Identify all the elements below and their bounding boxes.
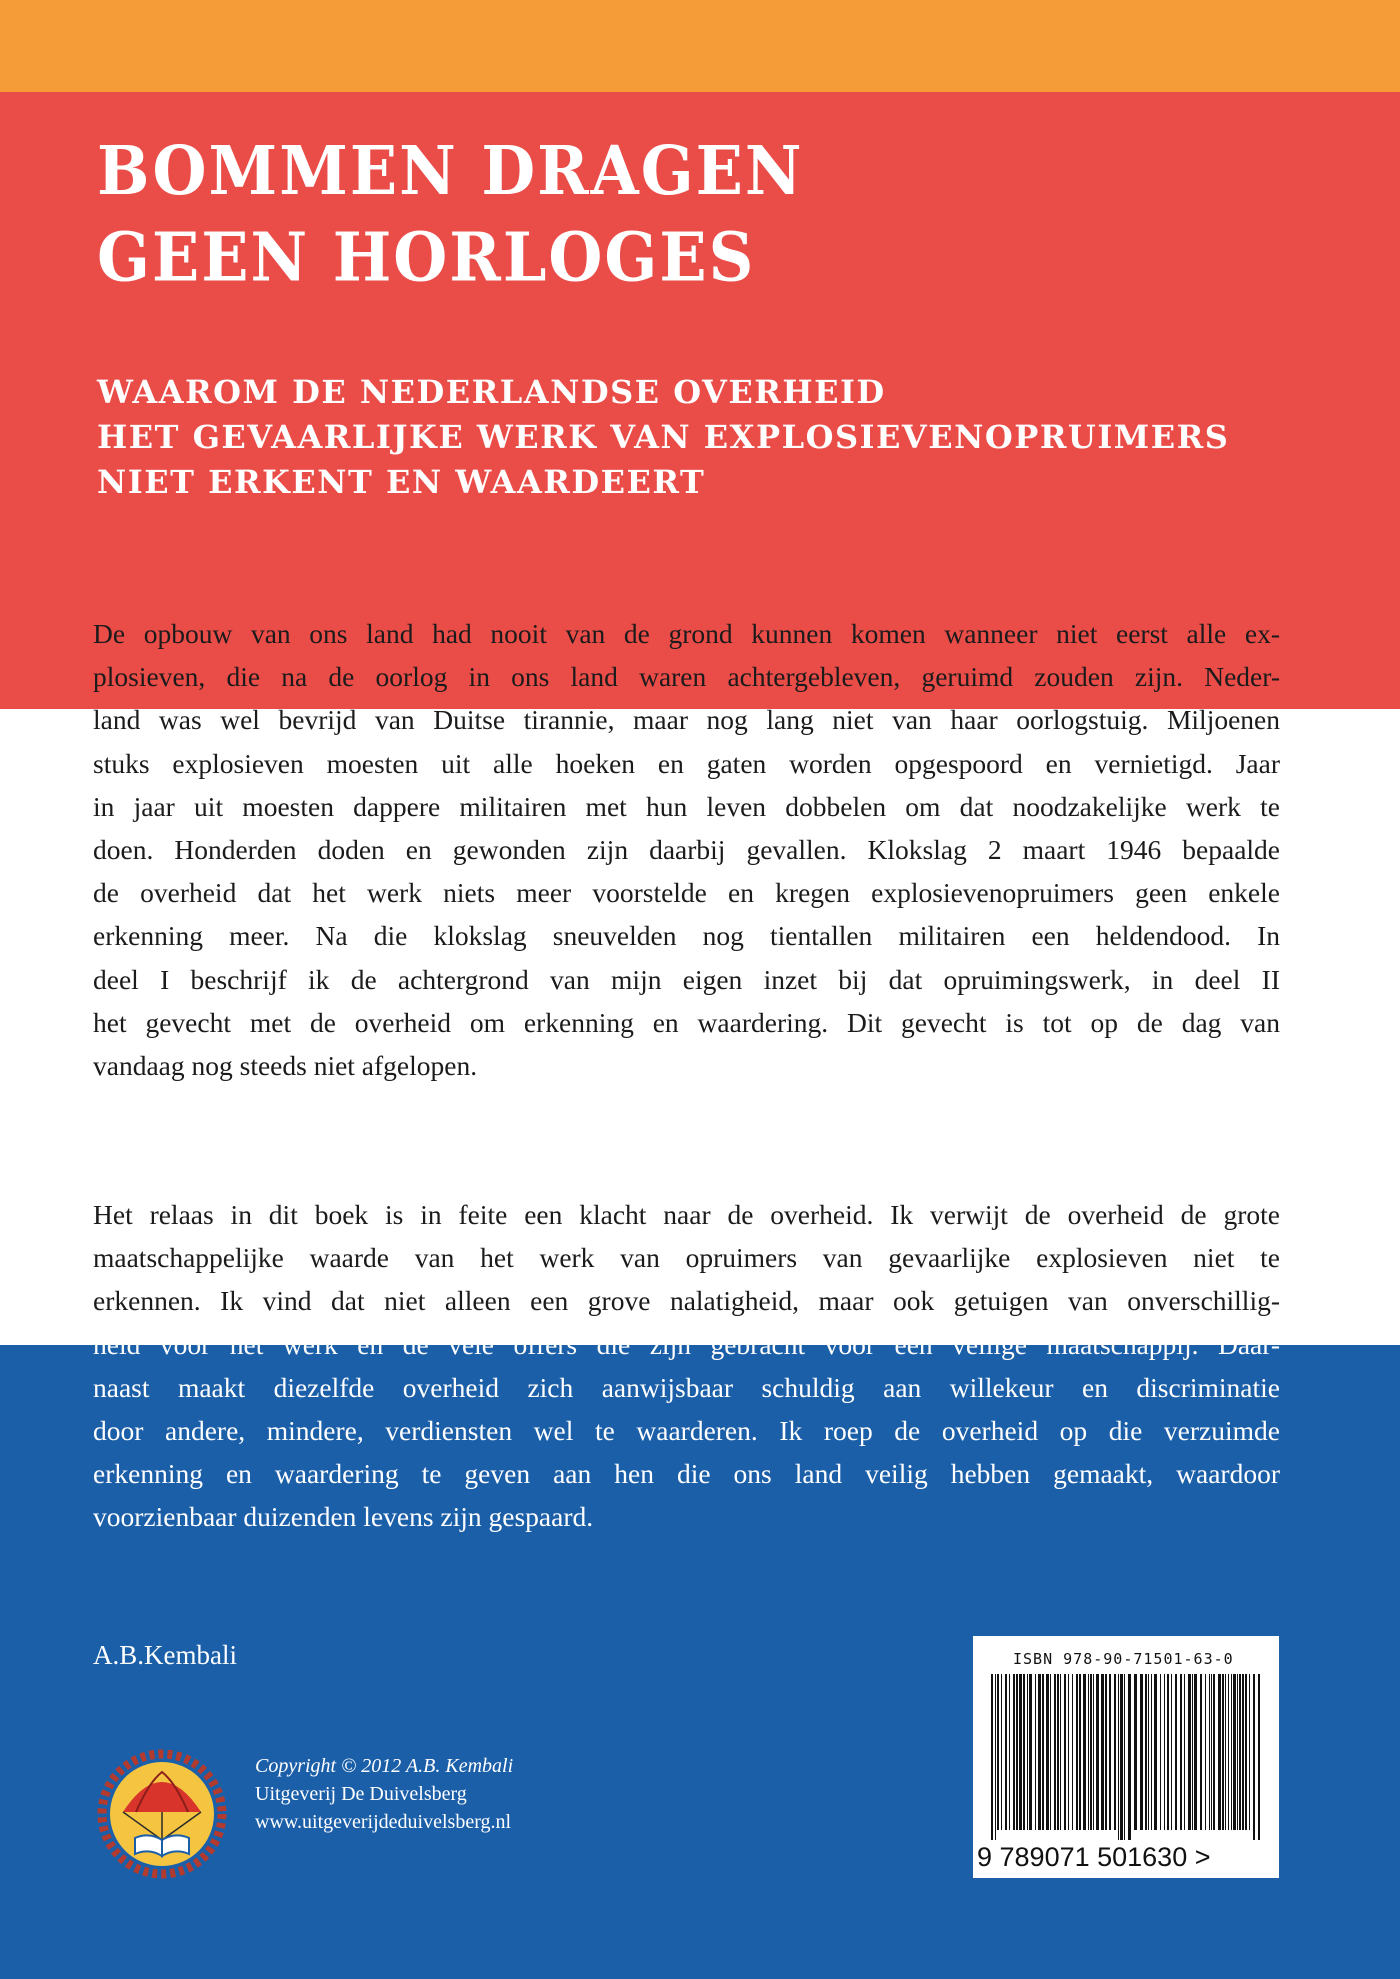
barcode-bar <box>1249 1674 1250 1830</box>
barcode-bar <box>1200 1674 1202 1830</box>
barcode-bar <box>1038 1674 1041 1830</box>
subtitle-line: WAAROM DE NEDERLANDSE OVERHEID <box>97 373 886 411</box>
barcode-bar <box>1211 1674 1212 1830</box>
barcode-bar <box>991 1674 993 1840</box>
blurb-line: erkennen. Ik vind dat niet alleen een grove nalatigheid, maar ook getuigen van onverschillig- <box>93 1285 1280 1317</box>
barcode-bar <box>1016 1674 1018 1830</box>
barcode-bar <box>1005 1674 1007 1830</box>
barcode-bar <box>1209 1674 1210 1830</box>
blurb-line: deel I beschrijf ik de achtergrond van mijn eigen inzet bij dat opruimingswerk, in deel II <box>93 963 1280 995</box>
barcode-bar <box>1079 1674 1081 1830</box>
publisher-name: Uitgeverij De Duivelsberg <box>255 1783 467 1805</box>
blurb-line: stuks explosieven moesten uit alle hoeken en gaten worden opgespoord en vernietigd. Jaar <box>93 747 1280 779</box>
barcode-bar <box>1194 1674 1197 1830</box>
publisher-logo <box>93 1742 231 1880</box>
blurb-line: voorzienbaar duizenden levens zijn gespaard. <box>93 1501 594 1533</box>
barcode-bar <box>1171 1674 1172 1830</box>
blurb-paragraph-2 <box>93 1193 1280 1539</box>
blurb-line: naast maakt diezelfde overheid zich aanwijsbaar schuldig aan willekeur en discriminatie <box>93 1371 1280 1403</box>
barcode-bar <box>1019 1674 1022 1830</box>
barcode-bar <box>1140 1674 1143 1830</box>
barcode-bar <box>1118 1674 1119 1840</box>
barcode-bars <box>987 1674 1265 1840</box>
blurb-line: erkenning meer. Na die klokslag sneuvelden nog tientallen militairen een heldendood. In <box>93 920 1280 952</box>
isbn-barcode <box>973 1636 1279 1878</box>
barcode-bar <box>1160 1674 1161 1830</box>
barcode-bar <box>1064 1674 1066 1830</box>
barcode-bar <box>1222 1674 1224 1830</box>
barcode-bar <box>1096 1674 1099 1830</box>
book-title <box>97 128 804 301</box>
barcode-bar <box>1184 1674 1185 1830</box>
barcode-bar <box>1192 1674 1193 1830</box>
barcode-bar <box>1175 1674 1177 1830</box>
barcode-bar <box>1090 1674 1092 1830</box>
barcode-bar <box>1188 1674 1191 1830</box>
barcode-bar <box>1151 1674 1152 1830</box>
barcode-bar <box>1009 1674 1010 1830</box>
barcode-bar <box>1228 1674 1229 1830</box>
isbn-label: ISBN 978-90-71501-63-0 <box>1013 1650 1234 1668</box>
barcode-bar <box>1072 1674 1073 1830</box>
barcode-bar <box>1239 1674 1241 1830</box>
barcode-bar <box>1060 1674 1061 1830</box>
blurb-line: het gevecht met de overheid om erkenning en waardering. Dit gevecht is tot op de dag van <box>93 1006 1280 1038</box>
blurb-line: Het relaas in dit boek is in feite een klacht naar de overheid. Ik verwijt de overheid de grote <box>93 1199 1280 1230</box>
barcode-bar <box>995 1674 996 1840</box>
barcode-bar <box>1054 1674 1056 1830</box>
blurb-line: in jaar uit moesten dappere militairen met hun leven dobbelen om dat noodzakelijke werk te <box>93 790 1280 822</box>
barcode-bar <box>997 1674 999 1830</box>
barcode-bar <box>1029 1674 1032 1830</box>
barcode-bar <box>1167 1674 1169 1830</box>
barcode-bar <box>1128 1674 1131 1840</box>
barcode-bar <box>1258 1674 1260 1840</box>
barcode-bar <box>1237 1674 1238 1830</box>
barcode-bar <box>1253 1674 1255 1840</box>
barcode-bar <box>1213 1674 1215 1830</box>
ean-digits: 9 789071 501630 > <box>977 1842 1211 1872</box>
barcode-bar <box>1242 1674 1244 1830</box>
barcode-bar <box>1245 1674 1247 1830</box>
barcode-bar <box>1068 1674 1069 1830</box>
barcode-bar <box>1050 1674 1051 1830</box>
blurb-line: door andere, mindere, verdiensten wel te waarderen. Ik roep de overheid op die verzuimde <box>93 1415 1280 1447</box>
barcode-bar <box>1164 1674 1165 1830</box>
blurb-line: de overheid dat het werk niets meer voorstelde en kregen explosievenopruimers geen enkele <box>93 877 1280 909</box>
barcode-bar <box>1105 1674 1107 1830</box>
barcode-bar <box>1035 1674 1036 1830</box>
barcode-bar <box>1114 1674 1116 1830</box>
barcode-bar <box>1134 1674 1137 1830</box>
title-line: GEEN HORLOGES <box>97 217 756 297</box>
barcode-bar <box>1088 1674 1089 1830</box>
blurb-line: maatschappelijke waarde van het werk van opruimers van gevaarlijke explosieven niet te <box>93 1242 1280 1274</box>
orange-band <box>0 0 1400 92</box>
publisher-website: www.uitgeverijdeduivelsberg.nl <box>255 1811 512 1833</box>
barcode-bar <box>1205 1674 1206 1830</box>
barcode-bar <box>1180 1674 1182 1830</box>
barcode-bar <box>1218 1674 1221 1830</box>
barcode-bar <box>1057 1674 1059 1830</box>
book-subtitle <box>97 370 1229 505</box>
barcode-bar <box>1083 1674 1086 1830</box>
barcode-bar <box>1013 1674 1015 1830</box>
barcode-bar <box>1120 1674 1123 1840</box>
barcode-bar <box>1225 1674 1226 1830</box>
copyright-notice: Copyright © 2012 A.B. Kembali <box>255 1755 514 1777</box>
barcode-bar <box>1124 1674 1125 1840</box>
barcode-bar <box>1027 1674 1028 1830</box>
publisher-info <box>255 1752 513 1836</box>
subtitle-line: HET GEVAARLIJKE WERK VAN EXPLOSIEVENOPRUIMERS <box>97 418 1230 456</box>
barcode-bar <box>1001 1674 1002 1830</box>
blurb-line: land was wel bevrijd van Duitse tirannie, maar nog lang niet van haar oorlogstuig. Miljoenen <box>93 704 1280 736</box>
barcode-bar <box>1148 1674 1149 1830</box>
barcode-bar <box>1042 1674 1044 1830</box>
blurb-line: doen. Honderden doden en gewonden zijn daarbij gevallen. Klokslag 2 maart 1946 bepaalde <box>93 834 1280 866</box>
barcode-bar <box>1145 1674 1147 1830</box>
barcode-bar <box>1046 1674 1049 1830</box>
barcode-bar <box>1093 1674 1094 1830</box>
author-name: A.B.Kembali <box>93 1640 237 1670</box>
barcode-bar <box>1101 1674 1104 1830</box>
blurb-line: vandaag nog steeds niet afgelopen. <box>93 1050 478 1082</box>
barcode-bar <box>1076 1674 1078 1830</box>
barcode-bar <box>1231 1674 1232 1830</box>
blurb-line: heid voor het werk en de vele offers die zijn gebracht voor een veilige maatschappij. Daar- <box>93 1328 1280 1360</box>
barcode-bar <box>1109 1674 1111 1830</box>
title-line: BOMMEN DRAGEN <box>97 131 804 211</box>
blurb-line: erkenning en waardering te geven aan hen die ons land veilig hebben gemaakt, waardoor <box>93 1458 1280 1490</box>
subtitle-line: NIET ERKENT EN WAARDEERT <box>97 463 706 501</box>
blurb-line: De opbouw van ons land had nooit van de grond kunnen komen wanneer niet eerst alle ex- <box>93 618 1280 649</box>
blurb-paragraph-1 <box>93 612 1280 1087</box>
barcode-bar <box>1233 1674 1236 1830</box>
barcode-bar <box>1154 1674 1157 1830</box>
barcode-bar <box>1023 1674 1025 1830</box>
blurb-line: plosieven, die na de oorlog in ons land waren achtergebleven, geruimd zouden zijn. Neder- <box>93 661 1280 693</box>
